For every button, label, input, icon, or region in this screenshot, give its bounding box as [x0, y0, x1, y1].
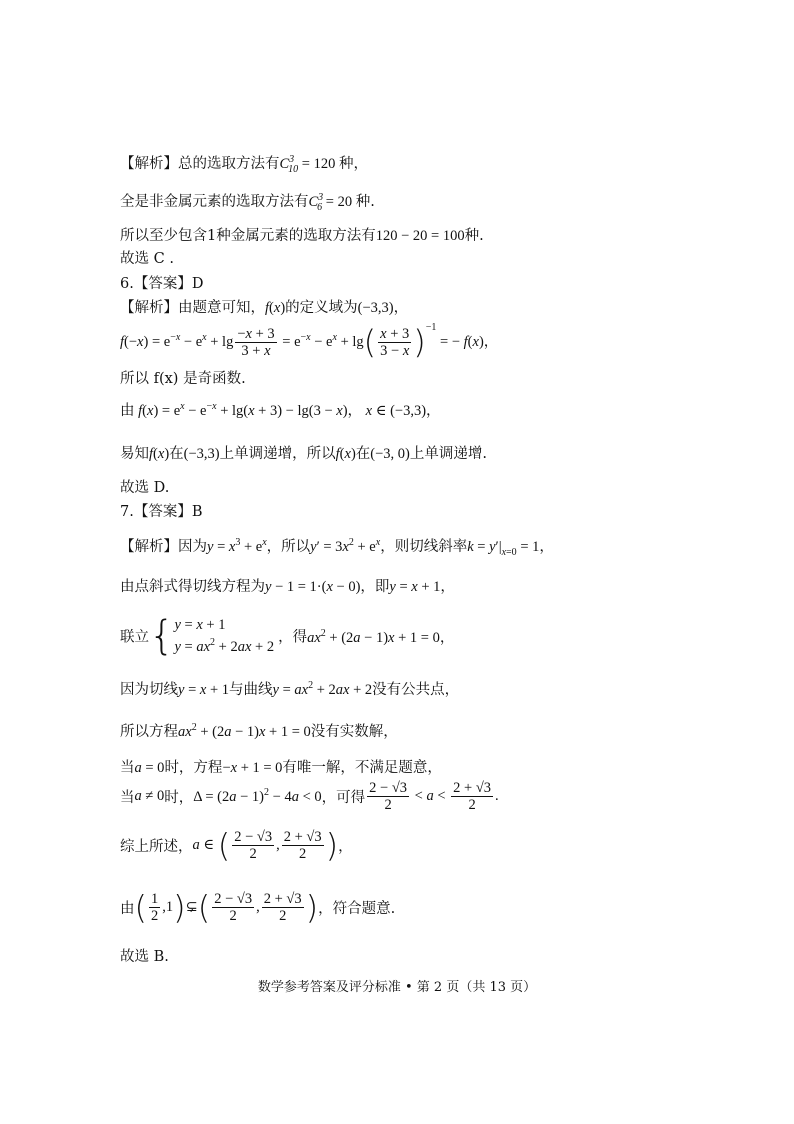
analysis-line: [120, 224, 484, 245]
text: 所以至少包含1种金属元素的选取方法有: [120, 228, 376, 244]
analysis-line: 【解析】总的选取方法有$C^3_{10} = 120$ 种，: [120, 154, 368, 175]
text: ，则切线斜率: [380, 539, 468, 555]
conclusion-line: 故选 B.: [120, 949, 169, 965]
brace-icon: {: [149, 613, 175, 659]
text: 的定义域为: [285, 300, 358, 316]
text: 因为切线: [120, 682, 178, 698]
text: 种.: [355, 194, 375, 210]
text: 【解析】由题意可知，: [120, 300, 265, 316]
text: 【解析】因为: [120, 539, 207, 555]
analysis-line: 【解析】由题意可知，f(x)的定义域为(−3,3)，: [120, 300, 409, 316]
text: 所以方程: [120, 724, 178, 740]
conclusion-line: 综上所述，a ∈ ( $\frac{2 - √3}{2}$ , $\frac{2 + √3}{2}$ )，: [120, 826, 353, 865]
text: 由: [120, 901, 135, 917]
analysis-line: 当a = 0时，方程−x + 1 = 0有唯一解，不满足题意，: [120, 760, 442, 776]
analysis-line: 因为切线y = x + 1与曲线$y = ax^2 + 2ax + 2$没有公共点，: [120, 680, 460, 698]
analysis-line: 【解析】因为$y = x^3 + e^x$，所以$y' = 3x^2 + e^x$，则切线斜率$k = y'|_{x=0} = 1$，: [120, 537, 554, 558]
math-expr: $C^3_{10}$: [279, 154, 299, 175]
equation-line: $f(-x) = e^{-x} - e^x + \lg$ $\frac{-x + 3}{3 + x}$ = $e^{-x} - e^x + \lg$( $\frac{x + 3}{3 - x}$ )$^{-1}$ = − f(x)，: [120, 322, 499, 361]
text: 时，: [164, 790, 194, 806]
text: 上单调递增，所以: [219, 446, 336, 462]
text: ，可得: [321, 790, 366, 806]
analysis-line: 由点斜式得切线方程为y − 1 = 1·(x − 0)，即y = x + 1，: [120, 579, 455, 595]
text: ，所以: [266, 539, 311, 555]
text: 由: [120, 403, 135, 419]
equation-system-line: 联立{ y = x + 1 $y = ax^2 + 2ax + 2$ ，得$ax^2 + (2a - 1)x + 1 = 0$，: [120, 613, 455, 659]
equation-line: 由 $f(x) = e^x - e^{-x} + \lg(x + 3) - \lg(3 - x)$， x ∈ (−3,3)，: [120, 401, 441, 419]
page-footer: 数学参考答案及评分标准 • 第 2 页（共 13 页）: [257, 980, 537, 995]
text: 由点斜式得切线方程为: [120, 579, 265, 595]
analysis-label: 【解析】总的选取方法有: [120, 156, 280, 172]
text: 与曲线: [229, 682, 273, 698]
analysis-line: 易知f(x)在(−3,3)上单调递增，所以f(x)在(−3, 0)上单调递增.: [120, 446, 487, 462]
conclusion-line: 故选 C .: [120, 251, 174, 267]
text: 当: [120, 760, 135, 776]
analysis-line: 全是非金属元素的选取方法有$C^3_6 = 20$ 种.: [120, 192, 375, 213]
text: 易知: [120, 446, 149, 462]
text: ，: [393, 300, 409, 316]
text: 当: [120, 790, 135, 806]
text: 没有实数解，: [310, 724, 398, 740]
text: ，得: [278, 629, 308, 646]
math-expr: (−3,3): [357, 300, 394, 316]
conclusion-line: 故选 D.: [120, 480, 170, 496]
inequality-line: 当a ≠ 0时，$\Delta = (2a - 1)^2 - 4a < 0$，可得 $\frac{2 - √3}{2}$ < a < $\frac{2 + √3}{2}$ .: [120, 780, 499, 813]
analysis-line: 所以方程$ax^2 + (2a - 1)x + 1 = 0$没有实数解，: [120, 722, 398, 740]
text: 全是非金属元素的选取方法有: [120, 194, 309, 210]
text: 联立: [120, 629, 149, 646]
text: 上单调递增.: [409, 446, 487, 462]
text: 时，方程: [164, 760, 223, 776]
answer-heading: 7.【答案】B: [120, 504, 203, 520]
math-expr: 120 − 20 = 100: [375, 228, 465, 244]
text: ，符合题意.: [318, 901, 396, 917]
text: 没有公共点，: [372, 682, 460, 698]
answer-heading: 6.【答案】D: [120, 276, 204, 292]
analysis-line: 所以 f(x) 是奇函数.: [120, 371, 246, 387]
text: 在: [355, 446, 371, 462]
text: 种.: [464, 228, 484, 244]
math-expr: $C^3_6$: [308, 192, 324, 213]
text: 种，: [338, 156, 368, 172]
text: 综上所述，: [120, 839, 193, 855]
subset-line: 由( $\frac{1}{2}$ ,1)⊊( $\frac{2 - √3}{2}$ , $\frac{2 + √3}{2}$ )，符合题意.: [120, 888, 396, 927]
text: 在: [169, 446, 184, 462]
text: 有唯一解，不满足题意，: [282, 760, 442, 776]
text: ，即: [360, 579, 390, 595]
